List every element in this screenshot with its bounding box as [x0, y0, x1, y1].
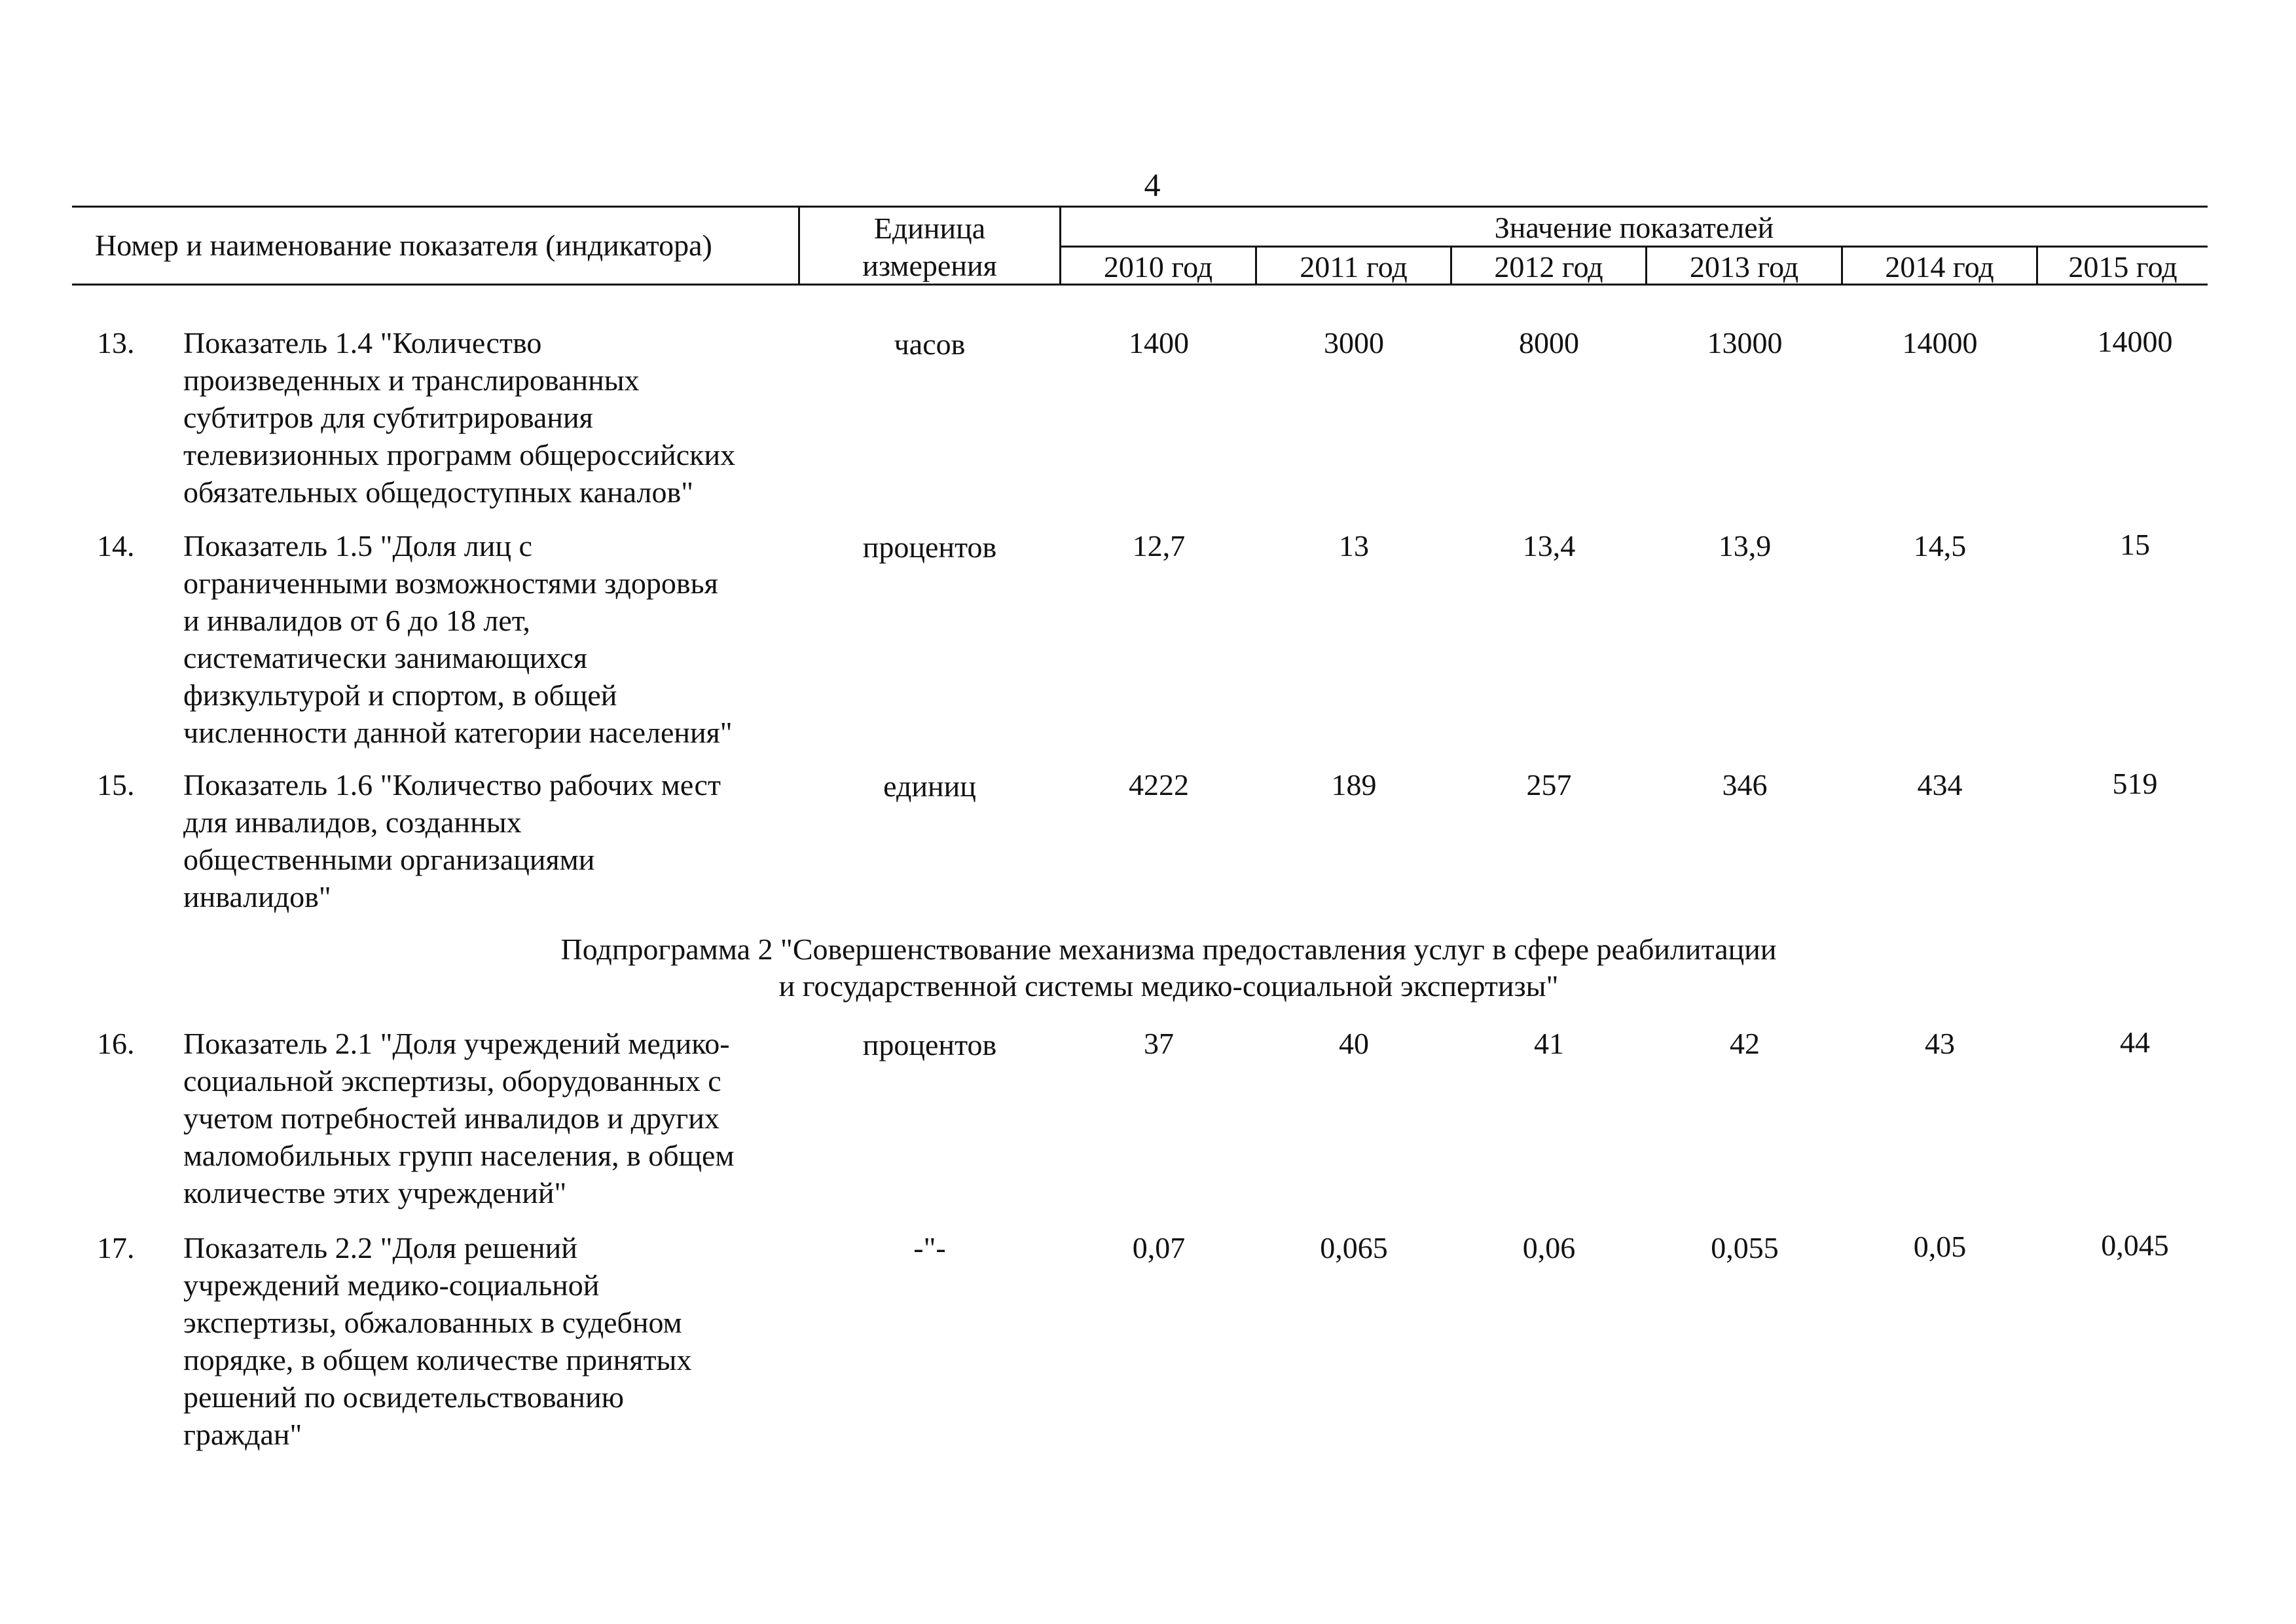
value-2013: 13000 — [1707, 326, 1783, 360]
row-number: 14. — [97, 529, 135, 563]
page-number: 4 — [1144, 166, 1161, 203]
header-year-2010: 2010 год — [1103, 250, 1213, 284]
value-2015: 0,045 — [2101, 1228, 2169, 1262]
unit: -"- — [913, 1231, 946, 1264]
indicator-name — [183, 527, 799, 751]
indicator-name-line: учреждений медико-социальной — [183, 1268, 600, 1302]
header-unit-line-2: измерения — [862, 249, 997, 282]
value-2013: 13,9 — [1718, 529, 1772, 563]
indicator-name-line: Показатель 1.4 "Количество — [183, 326, 542, 360]
value-2013: 346 — [1722, 768, 1768, 802]
value-2011: 189 — [1331, 768, 1377, 802]
row-number: 16. — [97, 1027, 135, 1060]
indicator-name-line: социальной экспертизы, оборудованных с — [183, 1064, 721, 1098]
indicator-name-line: решений по освидетельствованию — [183, 1380, 624, 1414]
row-number: 13. — [97, 326, 135, 360]
indicator-name-line: численности данной категории населения" — [183, 716, 733, 749]
value-2010: 37 — [1144, 1027, 1174, 1060]
value-2010: 0,07 — [1132, 1231, 1186, 1264]
value-2012: 41 — [1534, 1027, 1564, 1060]
unit: процентов — [862, 530, 997, 564]
indicator-name-line: Показатель 2.2 "Доля решений — [183, 1231, 577, 1264]
indicator-name-line: граждан" — [183, 1418, 302, 1451]
value-2015: 519 — [2112, 767, 2158, 800]
indicator-name-line: произведенных и транслированных — [183, 363, 640, 397]
indicator-name-line: количестве этих учреждений" — [183, 1176, 567, 1209]
indicator-name — [183, 1229, 799, 1453]
row-number: 17. — [97, 1231, 135, 1264]
value-2014: 14,5 — [1913, 529, 1967, 563]
value-2014: 434 — [1917, 768, 1963, 802]
indicator-name-line: ограниченными возможностями здоровья — [183, 566, 718, 600]
value-2010: 4222 — [1129, 768, 1189, 802]
value-2014: 43 — [1925, 1027, 1955, 1060]
value-2015: 15 — [2120, 528, 2150, 561]
header-name-column: Номер и наименование показателя (индикатора) — [95, 229, 712, 262]
indicator-name-line: субтитров для субтитрирования — [183, 401, 593, 434]
value-2010: 12,7 — [1132, 529, 1186, 563]
indicator-name-line: обязательных общедоступных каналов" — [183, 475, 693, 509]
value-2012: 257 — [1526, 768, 1572, 802]
value-2014: 0,05 — [1913, 1230, 1967, 1263]
indicator-name-line: физкультурой и спортом, в общей — [183, 678, 617, 712]
value-2010: 1400 — [1129, 326, 1189, 360]
subprogram-heading — [393, 931, 1944, 1005]
indicator-name-line: экспертизы, обжалованных в судебном — [183, 1306, 682, 1339]
value-2011: 3000 — [1324, 326, 1384, 360]
value-2011: 13 — [1339, 529, 1369, 563]
header-year-2011: 2011 год — [1300, 250, 1408, 284]
indicator-name-line: телевизионных программ общероссийских — [183, 438, 736, 471]
indicator-name-line: маломобильных групп населения, в общем — [183, 1139, 735, 1172]
value-2011: 40 — [1339, 1027, 1369, 1060]
indicator-name-line: общественными организациями — [183, 843, 595, 876]
header-year-2015: 2015 год — [2068, 250, 2178, 284]
value-2013: 0,055 — [1711, 1231, 1779, 1264]
header-year-2014: 2014 год — [1885, 250, 1994, 284]
indicator-name — [183, 324, 799, 511]
value-2012: 8000 — [1519, 326, 1579, 360]
indicator-name — [183, 766, 799, 915]
indicator-name-line: систематически занимающихся — [183, 641, 587, 674]
unit: процентов — [862, 1028, 997, 1061]
row-number: 15. — [97, 768, 135, 802]
indicator-name-line: инвалидов" — [183, 880, 331, 913]
value-2015: 14000 — [2097, 325, 2173, 358]
header-year-2013: 2013 год — [1689, 250, 1799, 284]
unit: единиц — [883, 769, 976, 803]
value-2011: 0,065 — [1320, 1231, 1388, 1264]
unit: часов — [894, 327, 966, 361]
indicator-name-line: и инвалидов от 6 до 18 лет, — [183, 604, 530, 637]
value-2012: 13,4 — [1522, 529, 1576, 563]
header-values-group: Значение показателей — [1494, 211, 1774, 244]
value-2013: 42 — [1730, 1027, 1760, 1060]
subprogram-heading-line: и государственной системы медико-социальной экспертизы" — [778, 969, 1559, 1003]
indicator-name-line: Показатель 1.6 "Количество рабочих мест — [183, 768, 721, 802]
value-2012: 0,06 — [1522, 1231, 1576, 1264]
indicator-name-line: для инвалидов, созданных — [183, 805, 522, 839]
header-year-2012: 2012 год — [1494, 250, 1603, 284]
subprogram-heading-line: Подпрограмма 2 "Совершенствование механизма предоставления услуг в сфере реабилитации — [560, 932, 1777, 966]
header-unit-line-1: Единица — [873, 212, 986, 245]
value-2014: 14000 — [1902, 326, 1978, 360]
indicator-name-line: порядке, в общем количестве принятых — [183, 1343, 692, 1376]
indicator-name-line: Показатель 1.5 "Доля лиц с — [183, 529, 532, 563]
indicator-name — [183, 1025, 799, 1211]
header-top-rule — [72, 206, 2208, 208]
indicator-name-line: Показатель 2.1 "Доля учреждений медико- — [183, 1027, 730, 1060]
value-2015: 44 — [2120, 1025, 2150, 1059]
indicator-name-line: учетом потребностей инвалидов и других — [183, 1101, 720, 1135]
